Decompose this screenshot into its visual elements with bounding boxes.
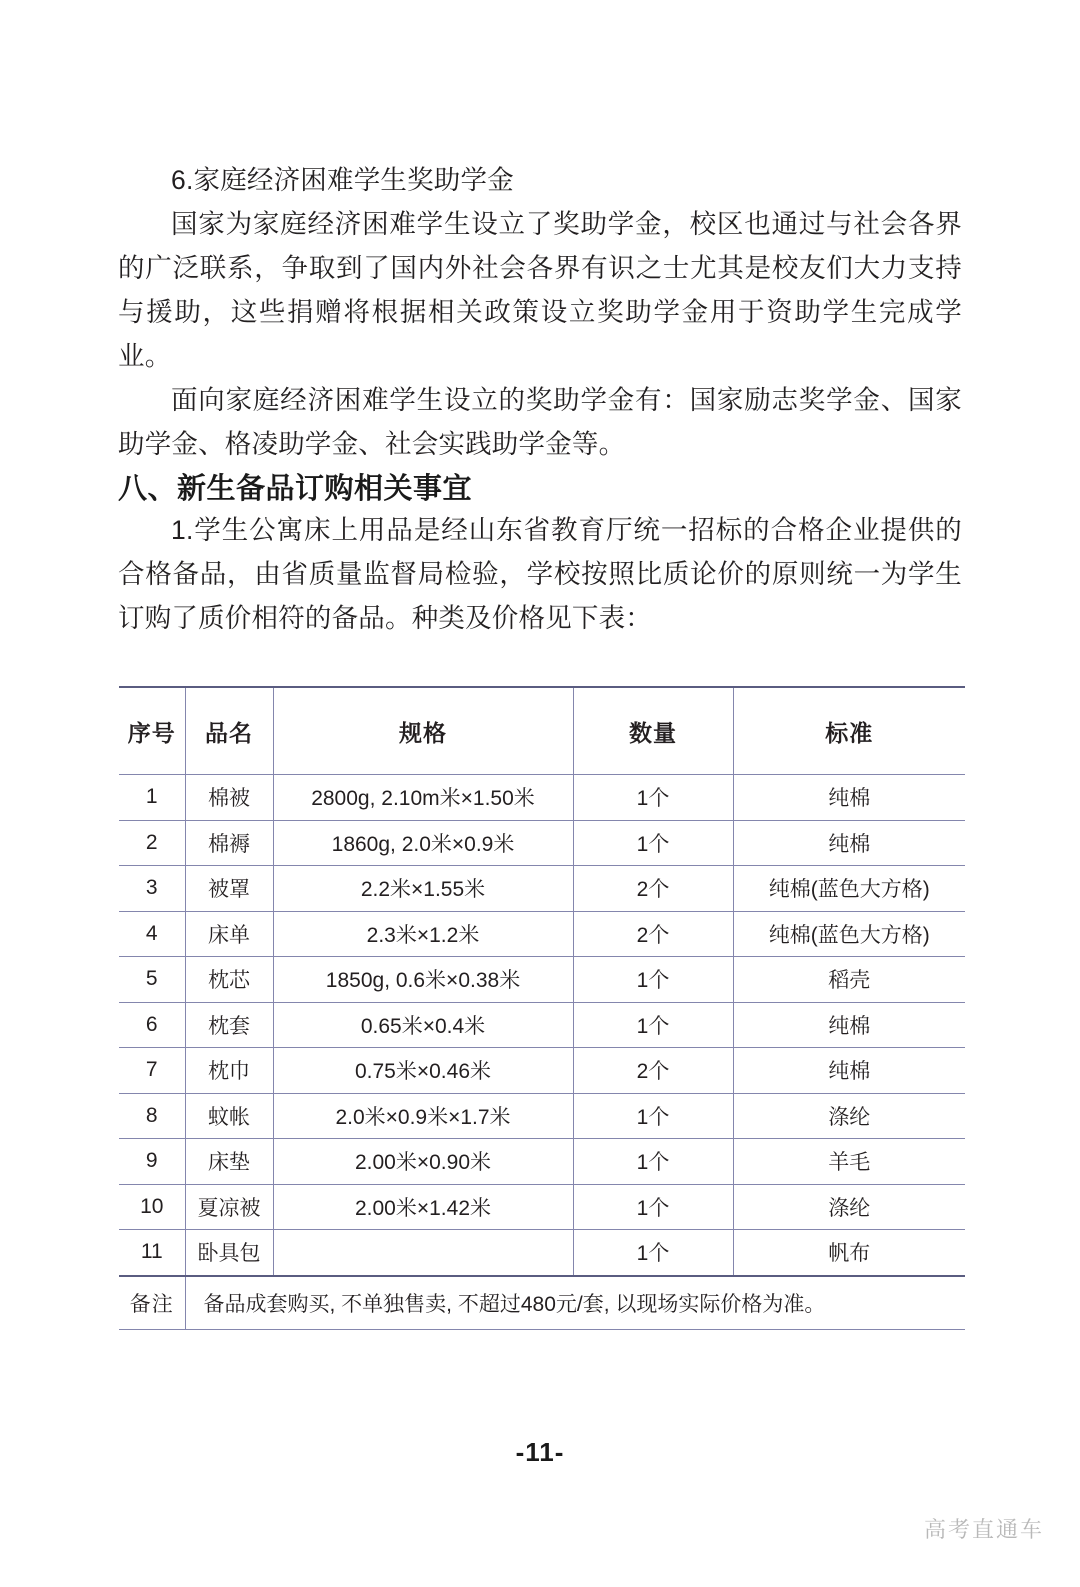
page-number: -11- [515,1437,565,1467]
cell-spec: 1850g, 0.6米×0.38米 [273,957,573,1003]
cell-name: 夏凉被 [185,1184,273,1230]
aid-paragraph-1: 国家为家庭经济困难学生设立了奖助学金，校区也通过与社会各界的广泛联系，争取到了国内外社会各界有识之士尤其是校友们大力支持与援助，这些捐赠将根据相关政策设立奖助学金用于资助学生完成学业。 [118,209,962,371]
table-row [119,775,965,821]
table-row [119,1002,965,1048]
aid-subheading: 6.家庭经济困难学生奖助学金 [171,165,514,195]
cell-index: 6 [119,1002,185,1048]
table-row [119,1093,965,1139]
table-row [119,1184,965,1230]
cell-name: 卧具包 [185,1230,273,1276]
cell-spec: 2.00米×0.90米 [273,1139,573,1185]
cell-name: 枕芯 [185,957,273,1003]
supplies-section-heading: 八、新生备品订购相关事宜 [118,473,473,505]
column-header-std: 标准 [733,687,965,775]
cell-standard: 帆布 [733,1230,965,1276]
watermark: 高考直通车 [923,1517,1044,1542]
cell-spec: 2.00米×1.42米 [273,1184,573,1230]
table-row [119,866,965,912]
cell-name: 蚊帐 [185,1093,273,1139]
cell-standard: 稻壳 [733,957,965,1003]
cell-index: 4 [119,911,185,957]
cell-standard: 纯棉(蓝色大方格) [733,866,965,912]
cell-quantity: 1个 [573,1230,733,1276]
cell-name: 枕巾 [185,1048,273,1094]
table-row [119,957,965,1003]
column-header-no: 序号 [119,687,185,775]
column-header-spec: 规格 [273,687,573,775]
cell-standard: 涤纶 [733,1093,965,1139]
cell-quantity: 1个 [573,1184,733,1230]
cell-spec [273,1230,573,1276]
table-row [119,1230,965,1276]
cell-spec: 2.2米×1.55米 [273,866,573,912]
cell-name: 床单 [185,911,273,957]
table-header-row [119,687,965,775]
cell-index: 7 [119,1048,185,1094]
column-header-qty: 数量 [573,687,733,775]
cell-quantity: 2个 [573,1048,733,1094]
aid-paragraph-2: 面向家庭经济困难学生设立的奖助学金有：国家励志奖学金、国家助学金、格凌助学金、社会实践助学金等。 [118,385,962,459]
cell-index: 9 [119,1139,185,1185]
cell-spec: 2800g, 2.10m米×1.50米 [273,775,573,821]
cell-index: 11 [119,1230,185,1276]
cell-standard: 纯棉 [733,820,965,866]
supplies-intro-paragraph: 1.学生公寓床上用品是经山东省教育厅统一招标的合格企业提供的合格备品，由省质量监督局检验，学校按照比质论价的原则统一为学生订购了质价相符的备品。种类及价格见下表： [118,515,962,633]
cell-quantity: 1个 [573,1002,733,1048]
cell-quantity: 1个 [573,775,733,821]
cell-index: 5 [119,957,185,1003]
cell-index: 10 [119,1184,185,1230]
table-row [119,911,965,957]
cell-name: 枕套 [185,1002,273,1048]
cell-quantity: 1个 [573,1093,733,1139]
cell-quantity: 1个 [573,957,733,1003]
financial-aid-section [118,158,962,466]
table-row [119,1139,965,1185]
cell-name: 棉被 [185,775,273,821]
cell-spec: 2.3米×1.2米 [273,911,573,957]
cell-standard: 纯棉 [733,1048,965,1094]
cell-name: 被罩 [185,866,273,912]
cell-standard: 羊毛 [733,1139,965,1185]
table-row [119,1048,965,1094]
note-text: 备品成套购买, 不单独售卖, 不超过480元/套, 以现场实际价格为准。 [185,1276,965,1330]
cell-quantity: 1个 [573,820,733,866]
table-note-row [119,1276,965,1330]
cell-name: 床垫 [185,1139,273,1185]
cell-standard: 纯棉(蓝色大方格) [733,911,965,957]
cell-index: 3 [119,866,185,912]
cell-quantity: 1个 [573,1139,733,1185]
cell-standard: 涤纶 [733,1184,965,1230]
supplies-table [119,686,965,1330]
supplies-intro-block [118,508,962,640]
cell-spec: 0.75米×0.46米 [273,1048,573,1094]
cell-index: 8 [119,1093,185,1139]
cell-name: 棉褥 [185,820,273,866]
cell-standard: 纯棉 [733,1002,965,1048]
note-label: 备注 [119,1276,185,1330]
table-row [119,820,965,866]
cell-index: 1 [119,775,185,821]
cell-quantity: 2个 [573,911,733,957]
cell-standard: 纯棉 [733,775,965,821]
cell-index: 2 [119,820,185,866]
cell-spec: 2.0米×0.9米×1.7米 [273,1093,573,1139]
cell-spec: 0.65米×0.4米 [273,1002,573,1048]
cell-quantity: 2个 [573,866,733,912]
cell-spec: 1860g, 2.0米×0.9米 [273,820,573,866]
column-header-name: 品名 [185,687,273,775]
supplies-table-container [119,686,965,1330]
